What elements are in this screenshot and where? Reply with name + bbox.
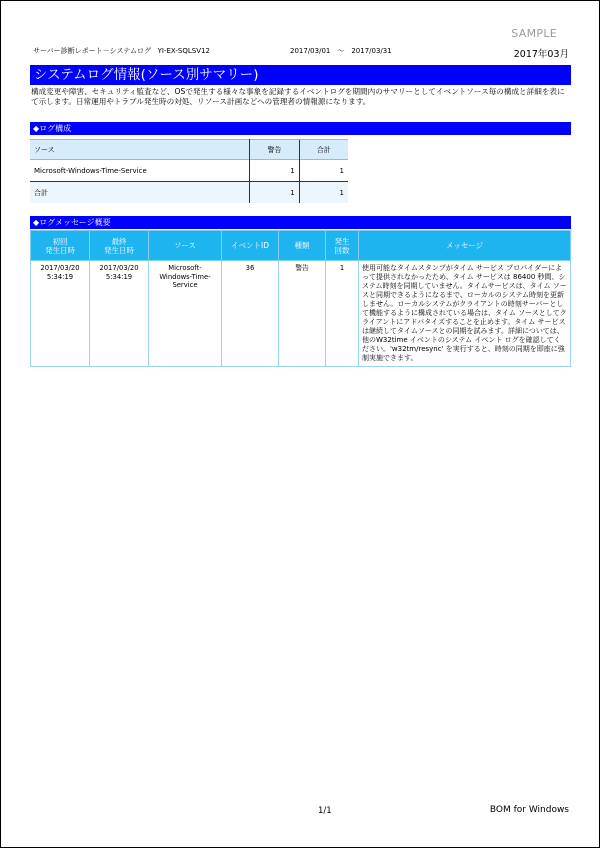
summary-total-count: 1	[299, 182, 348, 204]
column-header-total: 合計	[299, 140, 348, 160]
cell-source: Microsoft- Windows-Time- Service	[149, 261, 222, 367]
column-header-warning: 警告	[250, 140, 299, 160]
table-header-row	[30, 140, 348, 160]
column-header-message: メッセージ	[359, 231, 571, 261]
row-total-count: 1	[299, 160, 348, 182]
page-description: 構成変更や障害、セキュリティ監査など、OSで発生する様々な事象を記録するイベントログを期間内のサマリーとしてイベントソース毎の構成と詳細を表にて示します。日常運用やトラブル発生時の対処、リソース計画などへの管理者の情報源になります。	[31, 87, 565, 106]
column-header-type: 種類	[279, 231, 326, 261]
report-title: サーバー診断レポート－システムログ	[33, 47, 151, 55]
cell-count: 1	[326, 261, 359, 367]
cell-event-id: 36	[222, 261, 279, 367]
summary-label: 合計	[30, 182, 250, 204]
column-header-count: 発生 回数	[326, 231, 359, 261]
cell-first-occurred: 2017/03/20 5:34:19	[31, 261, 90, 367]
date-range: 2017/03/01 ～ 2017/03/31	[290, 47, 392, 55]
page-number: 1/1	[318, 806, 332, 816]
section-heading-log-composition: ◆ログ構成	[30, 122, 571, 135]
section-heading-log-messages: ◆ログメッセージ概要	[30, 216, 571, 229]
report-header	[33, 46, 210, 56]
server-name: YI-EX-SQLSV12	[157, 47, 210, 55]
footer-brand: BOM for Windows	[489, 805, 569, 815]
table-header-row	[31, 231, 571, 261]
cell-type: 警告	[279, 261, 326, 367]
column-header-source: ソース	[149, 231, 222, 261]
row-warning-count: 1	[250, 160, 299, 182]
column-header-event-id: イベントID	[222, 231, 279, 261]
table-row	[31, 261, 571, 367]
log-message-table	[30, 230, 571, 367]
report-month: 2017年03月	[513, 49, 569, 60]
summary-warning-count: 1	[250, 182, 299, 204]
summary-row	[30, 182, 348, 204]
column-header-last-occurred: 最終 発生日時	[90, 231, 149, 261]
page-title: システムログ情報(ソース別サマリー)	[30, 65, 571, 85]
log-composition-table	[30, 139, 348, 203]
row-source: Microsoft-Windows-Time-Service	[30, 160, 250, 182]
column-header-first-occurred: 初回 発生日時	[31, 231, 90, 261]
sample-watermark: SAMPLE	[511, 27, 557, 40]
table-row	[30, 160, 348, 182]
cell-last-occurred: 2017/03/20 5:34:19	[90, 261, 149, 367]
column-header-source: ソース	[30, 140, 250, 160]
cell-message: 使用可能なタイムスタンプがタイム サービス プロバイダーによって提供されなかったため、タイム サービスは 86400 秒間、システム時刻を同期していません。タイムサービスは、タイム ソースと同期できるようになるまで、ローカルのシステム時刻を更新しません。ローカルシステムがクライアントの時刻サーバーとして機能するように構成されている場合は、タイム ソースとしてクライアントにアドバタイズすることを止めます。タイム サービスは継続してタイムソースとの同期を試みます。詳細については、他のW32time イベントのシステム イベント ログを確認してください。'w32tm/resync' を実行すると、時刻の同期を即座に強制実施できます。	[359, 261, 571, 367]
